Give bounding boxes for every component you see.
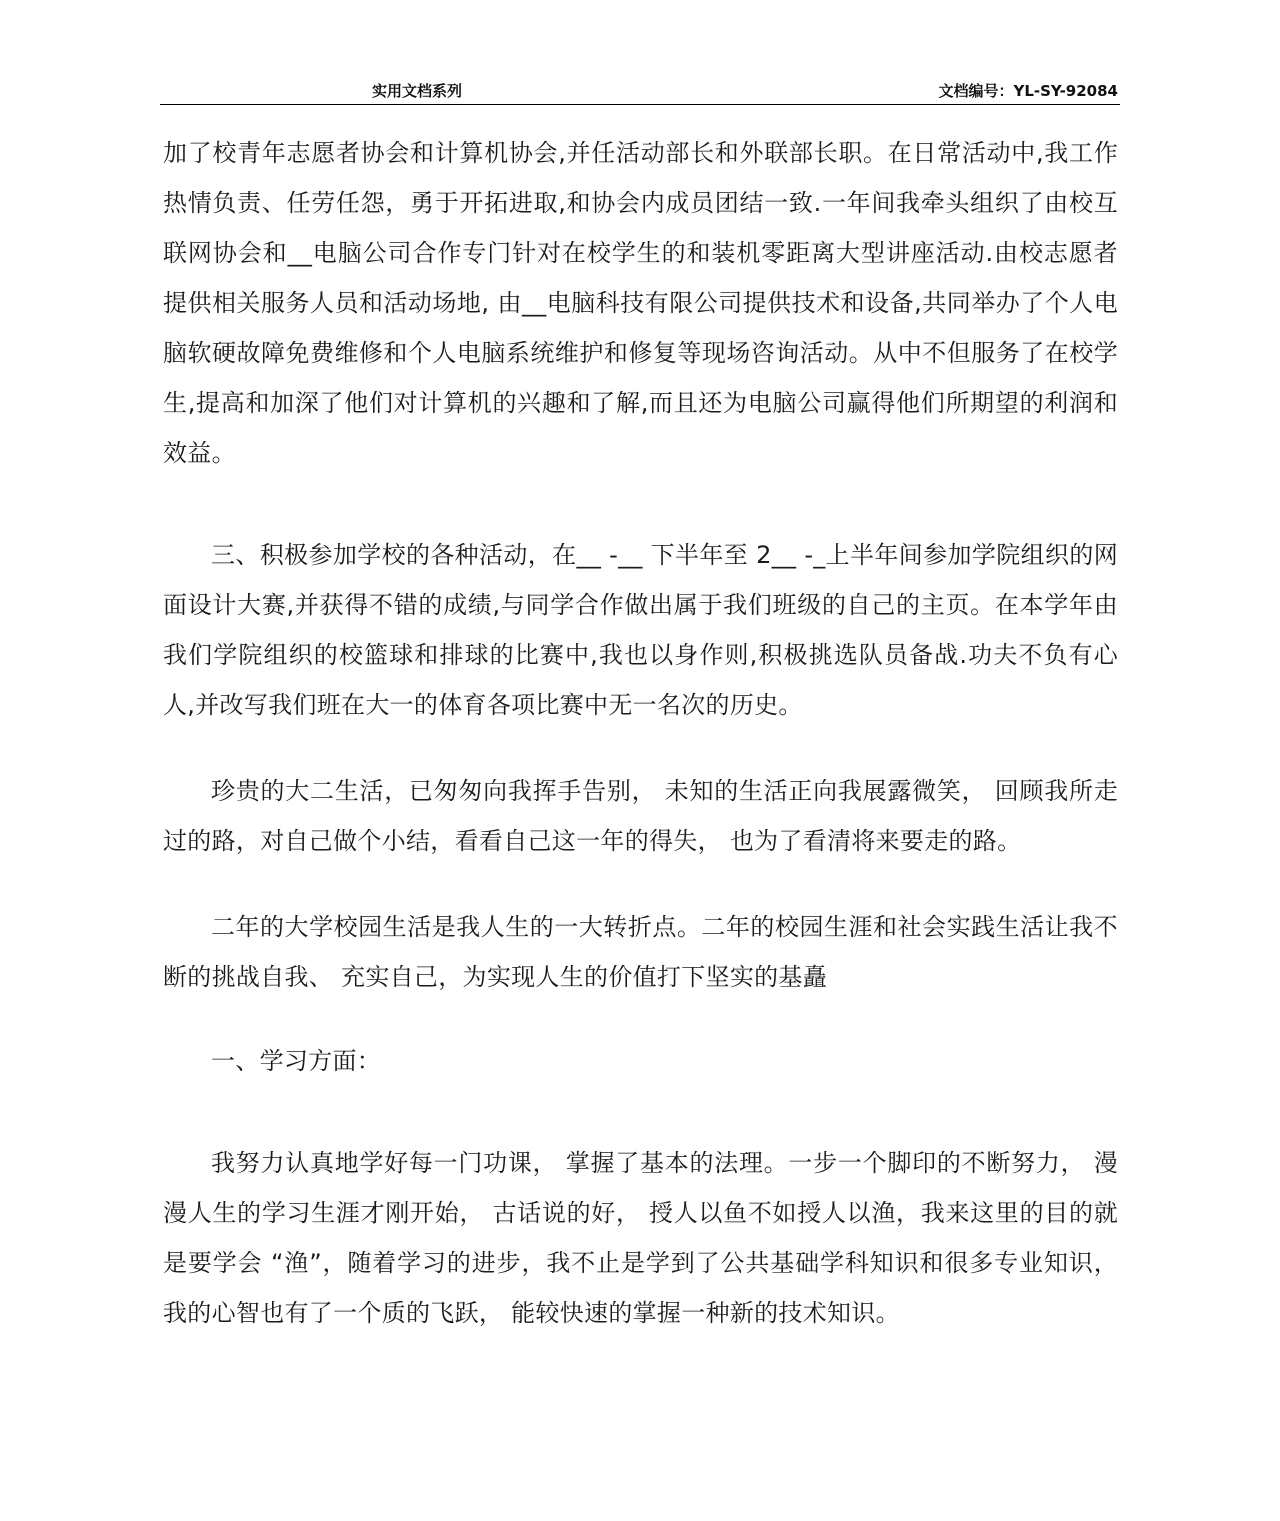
paragraph-sophomore-life: 珍贵的大二生活，已匆匆向我挥手告别， 未知的生活正向我展露微笑， 回顾我所走过的路，对自己做个小结，看看自己这一年的得失， 也为了看清将来要走的路。 [163, 777, 1118, 855]
document-number: 文档编号：YL-SY-92084 [938, 82, 1118, 100]
paragraph-school-activities: 三、积极参加学校的各种活动，在__ -__ 下半年至 2__ -_上半年间参加学院组织的网面设计大赛,并获得不错的成绩,与同学合作做出属于我们班级的自己的主页。在本学年由我们学院组织的校篮球和排球的比赛中,我也以身作则,积极挑选队员备战.功夫不负有心人,并改写我们班在大一的体育各项比赛中无一名次的历史。 [163, 541, 1118, 719]
paragraph-campus-life: 二年的大学校园生活是我人生的一大转折点。二年的校园生涯和社会实践生活让我不断的挑战自我、 充实自己，为实现人生的价值打下坚实的基矗 [163, 913, 1118, 991]
paragraph-association-activities: 加了校青年志愿者协会和计算机协会,并任活动部长和外联部长职。在日常活动中,我工作热情负责、任劳任怨，勇于开拓进取,和协会内成员团结一致.一年间我牵头组织了由校互联网协会和__电脑公司合作专门针对在校学生的和装机零距离大型讲座活动.由校志愿者提供相关服务人员和活动场地, 由__电脑科技有限公司提供技术和设备,共同举办了个人电脑软硬故障免费维修和个人电脑系统维护和修复等现场咨询活动。从中不但服务了在校学生,提高和加深了他们对计算机的兴趣和了解,而且还为电脑公司赢得他们所期望的利润和效益。 [163, 139, 1118, 467]
page-header [160, 78, 1120, 105]
document-body [163, 128, 1118, 1338]
section-heading-study: 一、学习方面： [211, 1047, 382, 1075]
document-series-title: 实用文档系列 [372, 82, 463, 100]
paragraph-study: 我努力认真地学好每一门功课， 掌握了基本的法理。一步一个脚印的不断努力， 漫漫人生的学习生涯才刚开始， 古话说的好， 授人以鱼不如授人以渔，我来这里的目的就是要学会 “渔”，随着学习的进步，我不止是学到了公共基础学科知识和很多专业知识，我的心智也有了一个质的飞跃， 能较快速的掌握一种新的技术知识。 [163, 1149, 1118, 1327]
